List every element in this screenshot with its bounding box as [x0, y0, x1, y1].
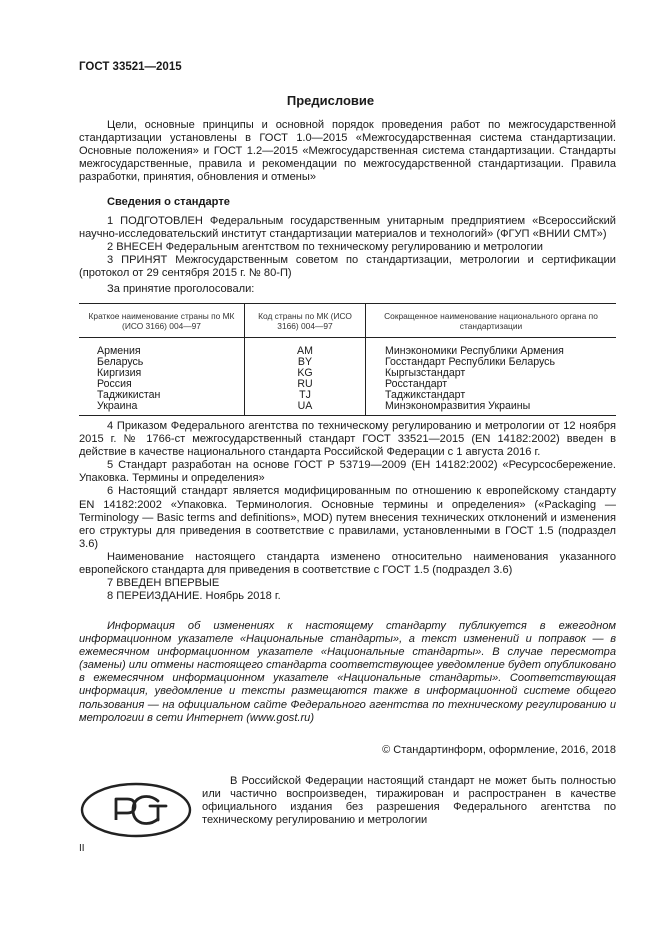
section-heading: Сведения о стандарте [107, 196, 230, 208]
agency-cell: Госстандарт Республики Беларусь [385, 356, 555, 369]
info-item-2: 2 ВНЕСЕН Федеральным агентством по техническому регулированию и метрологии [107, 241, 543, 254]
page-title: Предисловие [286, 93, 375, 108]
intro-paragraph: Цели, основные принципы и основной порядок проведения работ по межгосударственной стандартизации установлены в ГОСТ 1.0—2015 «Межгосударственная система стандартизации. Основные положения» и ГОСТ 1.2—2015 «Межгосударственная система стандартизации. Стандарты межгосударственные, правила и рекомендации по межгосударственной стандартизации. Правила разработки, принятия, обновления и отмены» [79, 119, 616, 184]
country-cell: Украина [79, 401, 245, 415]
code-cell: TJ [245, 390, 366, 401]
country-cell: Россия [79, 379, 245, 390]
country-cell: Беларусь [79, 357, 245, 368]
standard-info-continued [79, 420, 616, 603]
voted-label-block [79, 283, 616, 296]
page-number: II [79, 843, 85, 854]
voting-table [79, 303, 616, 416]
pct-certification-logo [80, 782, 192, 838]
info-item-5: 5 Стандарт разработан на основе ГОСТ Р 53719—2009 (ЕН 14182:2002) «Ресурсосбережение. Упаковка. Термины и определения» [79, 459, 616, 485]
column-header-country: Краткое наименование страны по МК (ИСО 3166) 004—97 [79, 304, 245, 338]
table-row [79, 390, 616, 401]
agency-cell: Кыргызстандарт [385, 367, 466, 380]
table-header-row [79, 304, 616, 338]
voted-label: За принятие проголосовали: [107, 283, 255, 295]
table-row [79, 368, 616, 379]
info-item-6: 6 Настоящий стандарт является модифицированным по отношению к европейскому стандарту EN 14182:2002 «Упаковка. Терминология. Основные термины и определения» («Packaging — Terminology — Basic terms and definitions», MOD) путем внесения технических отклонений и изменения его структуры для приведения в соответствие с правилами, установленными в ГОСТ 1.5 (подраздел 3.6) [79, 485, 616, 550]
info-item-6-note: Наименование настоящего стандарта изменено относительно наименования указанного европейского стандарта для приведения в соответствие с ГОСТ 1.5 (подраздел 3.6) [79, 550, 616, 577]
table-row [79, 338, 616, 358]
info-item-8: 8 ПЕРЕИЗДАНИЕ. Ноябрь 2018 г. [107, 590, 281, 603]
info-item-4: 4 Приказом Федерального агентства по техническому регулированию и метрологии от 12 ноября 2015 г. № 1766-ст межгосударственный стандарт ГОСТ 33521—2015 (EN 14182:2002) введен в действие в качестве национального стандарта Российской Федерации с 1 августа 2016 г. [79, 420, 616, 459]
country-cell: Армения [79, 338, 245, 358]
code-cell: AM [245, 338, 366, 358]
code-cell: BY [245, 357, 366, 368]
country-cell: Киргизия [79, 368, 245, 379]
reproduction-rights-notice: В Российской Федерации настоящий стандарт не может быть полностью или частично воспроизведен, тиражирован и распространен в качестве официального издания без разрешения Федерального агентства по техническому регулированию и метрологии [202, 775, 616, 827]
info-item-1: 1 ПОДГОТОВЛЕН Федеральным государственным унитарным предприятием «Всероссийский научно-исследовательский институт стандартизации материалов и технологий» (ФГУП «ВНИИ СМТ») [79, 215, 616, 241]
document-id-header: ГОСТ 33521—2015 [79, 61, 182, 73]
code-cell: RU [245, 379, 366, 390]
copyright-notice: © Стандартинформ, оформление, 2016, 2018 [382, 744, 616, 756]
column-header-agency: Сокращенное наименование национального органа по стандартизации [366, 304, 617, 338]
table-row [79, 401, 616, 415]
code-cell: KG [245, 368, 366, 379]
changes-notice: Информация об изменениях к настоящему стандарту публикуется в ежегодном информационном указателе «Национальные стандарты», а текст изменений и поправок — в ежемесячном информационном указателе «Национальные стандарты». В случае пересмотра (замены) или отмены настоящего стандарта соответствующее уведомление будет опубликовано в ежемесячном информационном указателе «Национальные стандарты». Соответствующая информация, уведомление и тексты размещаются также в информационной системе общего пользования — на официальном сайте Федерального агентства по техническому регулированию и метрологии в сети Интернет (www.gost.ru) [79, 620, 616, 724]
intro-block [79, 119, 616, 184]
changes-notice-block [79, 620, 616, 725]
table-row [79, 357, 616, 368]
country-cell: Таджикистан [79, 390, 245, 401]
info-item-3: 3 ПРИНЯТ Межгосударственным советом по стандартизации, метрологии и сертификации (протокол от 29 сентября 2015 г. № 80-П) [79, 254, 616, 280]
code-cell: UA [245, 401, 366, 415]
agency-cell: Минэкономразвития Украины [366, 401, 617, 415]
agency-cell: Минэкономики Республики Армения [385, 345, 564, 357]
standard-info-block [79, 196, 616, 281]
column-header-code: Код страны по МК (ИСО 3166) 004—97 [245, 304, 366, 338]
agency-cell: Росстандарт [385, 378, 448, 391]
rights-block [202, 775, 616, 827]
agency-cell: Таджикстандарт [385, 389, 466, 402]
info-item-7: 7 ВВЕДЕН ВПЕРВЫЕ [107, 577, 220, 590]
